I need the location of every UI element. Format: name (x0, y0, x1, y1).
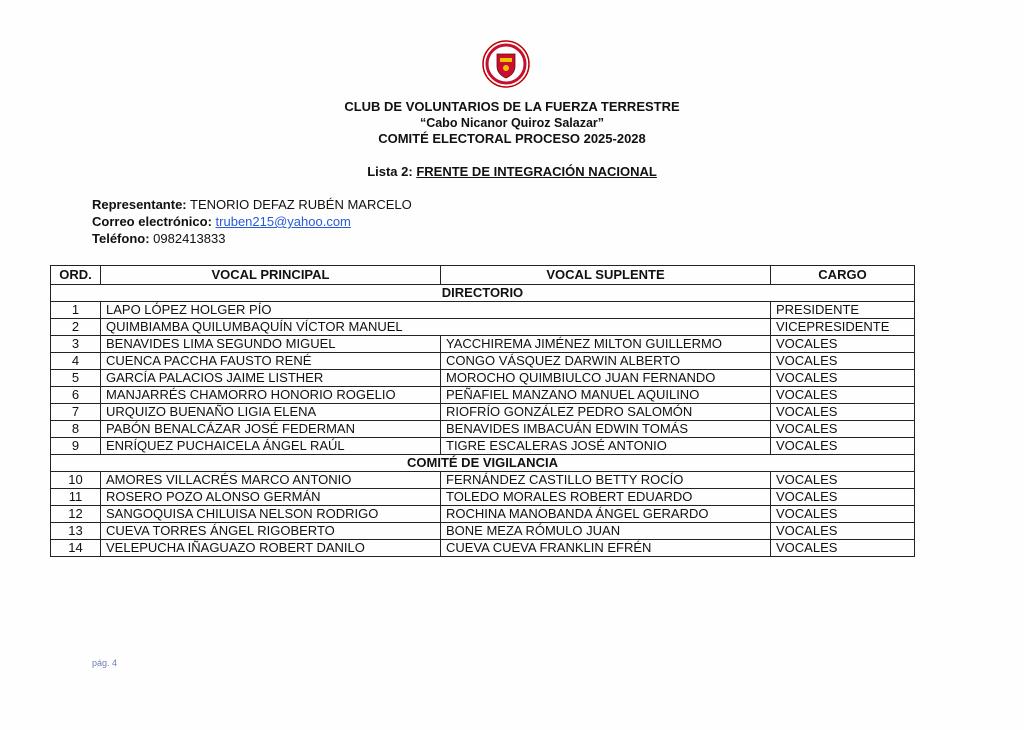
row-cargo: VOCALES (771, 421, 915, 438)
header-cargo: CARGO (771, 266, 915, 285)
section-title-directorio: DIRECTORIO (51, 285, 915, 302)
row-suplente: BONE MEZA RÓMULO JUAN (441, 523, 771, 540)
table-row (51, 336, 915, 353)
table-body (51, 285, 915, 557)
row-suplente: CONGO VÁSQUEZ DARWIN ALBERTO (441, 353, 771, 370)
representative-label: Representante: (92, 197, 187, 212)
section-row-directorio (51, 285, 915, 302)
phone-label: Teléfono: (92, 231, 150, 246)
row-ord: 6 (51, 387, 101, 404)
row-cargo: VOCALES (771, 438, 915, 455)
row-suplente: PEÑAFIEL MANZANO MANUEL AQUILINO (441, 387, 771, 404)
row-ord: 5 (51, 370, 101, 387)
row-ord: 1 (51, 302, 101, 319)
row-ord: 7 (51, 404, 101, 421)
row-ord: 14 (51, 540, 101, 557)
row-principal: PABÓN BENALCÁZAR JOSÉ FEDERMAN (101, 421, 441, 438)
header-vocal-principal: VOCAL PRINCIPAL (101, 266, 441, 285)
row-cargo: VOCALES (771, 472, 915, 489)
phone-value: 0982413833 (149, 231, 226, 246)
row-ord: 3 (51, 336, 101, 353)
representative-line (92, 197, 412, 213)
row-cargo: VOCALES (771, 404, 915, 421)
table-row (51, 353, 915, 370)
table-row (51, 438, 915, 455)
row-principal: QUIMBIAMBA QUILUMBAQUÍN VÍCTOR MANUEL (101, 319, 771, 336)
representative-value: TENORIO DEFAZ RUBÉN MARCELO (186, 197, 412, 212)
committee-title: COMITÉ ELECTORAL PROCESO 2025-2028 (378, 131, 646, 146)
row-principal: CUENCA PACCHA FAUSTO RENÉ (101, 353, 441, 370)
table-row (51, 506, 915, 523)
table-row (51, 421, 915, 438)
row-principal: LAPO LÓPEZ HOLGER PÍO (101, 302, 771, 319)
table-row (51, 302, 915, 319)
club-title: CLUB DE VOLUNTARIOS DE LA FUERZA TERRESTRE (344, 99, 680, 114)
row-principal: SANGOQUISA CHILUISA NELSON RODRIGO (101, 506, 441, 523)
row-suplente: YACCHIREMA JIMÉNEZ MILTON GUILLERMO (441, 336, 771, 353)
table-row (51, 540, 915, 557)
table-row (51, 319, 915, 336)
table-row (51, 370, 915, 387)
row-principal: CUEVA TORRES ÁNGEL RIGOBERTO (101, 523, 441, 540)
table-row (51, 523, 915, 540)
row-cargo: VOCALES (771, 489, 915, 506)
page-number: pág. 4 (92, 658, 118, 668)
header-vocal-suplente: VOCAL SUPLENTE (441, 266, 771, 285)
table-row (51, 489, 915, 506)
candidates-table (50, 265, 915, 557)
row-principal: AMORES VILLACRÉS MARCO ANTONIO (101, 472, 441, 489)
row-suplente: TOLEDO MORALES ROBERT EDUARDO (441, 489, 771, 506)
row-principal: VELEPUCHA IÑAGUAZO ROBERT DANILO (101, 540, 441, 557)
email-link[interactable]: truben215@yahoo.com (215, 214, 351, 229)
row-suplente: ROCHINA MANOBANDA ÁNGEL GERARDO (441, 506, 771, 523)
table-row (51, 404, 915, 421)
table-row (51, 472, 915, 489)
club-emblem-logo (482, 40, 530, 88)
row-cargo: VOCALES (771, 336, 915, 353)
row-ord: 9 (51, 438, 101, 455)
row-ord: 13 (51, 523, 101, 540)
row-suplente: FERNÁNDEZ CASTILLO BETTY ROCÍO (441, 472, 771, 489)
row-cargo: VOCALES (771, 387, 915, 404)
row-cargo: VOCALES (771, 540, 915, 557)
row-principal: MANJARRÉS CHAMORRO HONORIO ROGELIO (101, 387, 441, 404)
row-cargo: VOCALES (771, 523, 915, 540)
list-title (0, 164, 1024, 179)
row-suplente: CUEVA CUEVA FRANKLIN EFRÉN (441, 540, 771, 557)
row-ord: 8 (51, 421, 101, 438)
row-cargo: VOCALES (771, 370, 915, 387)
row-suplente: RIOFRÍO GONZÁLEZ PEDRO SALOMÓN (441, 404, 771, 421)
row-principal: ROSERO POZO ALONSO GERMÁN (101, 489, 441, 506)
row-principal: BENAVIDES LIMA SEGUNDO MIGUEL (101, 336, 441, 353)
row-principal: ENRÍQUEZ PUCHAICELA ÁNGEL RAÚL (101, 438, 441, 455)
row-principal: URQUIZO BUENAÑO LIGIA ELENA (101, 404, 441, 421)
table-header-row (51, 266, 915, 285)
list-name: FRENTE DE INTEGRACIÓN NACIONAL (416, 164, 657, 179)
row-ord: 4 (51, 353, 101, 370)
header-ord: ORD. (51, 266, 101, 285)
row-ord: 12 (51, 506, 101, 523)
row-cargo: VOCALES (771, 353, 915, 370)
table-row (51, 387, 915, 404)
row-suplente: BENAVIDES IMBACUÁN EDWIN TOMÁS (441, 421, 771, 438)
club-subtitle: “Cabo Nicanor Quiroz Salazar” (419, 116, 605, 130)
section-row-vigilancia (51, 455, 915, 472)
list-prefix: Lista 2: (367, 164, 417, 179)
phone-line (92, 231, 225, 247)
row-ord: 11 (51, 489, 101, 506)
row-ord: 2 (51, 319, 101, 336)
row-cargo: PRESIDENTE (771, 302, 915, 319)
row-suplente: MOROCHO QUIMBIULCO JUAN FERNANDO (441, 370, 771, 387)
row-suplente: TIGRE ESCALERAS JOSÉ ANTONIO (441, 438, 771, 455)
row-principal: GARCÍA PALACIOS JAIME LISTHER (101, 370, 441, 387)
row-cargo: VOCALES (771, 506, 915, 523)
email-label: Correo electrónico: (92, 214, 212, 229)
row-ord: 10 (51, 472, 101, 489)
section-title-vigilancia: COMITÉ DE VIGILANCIA (51, 455, 915, 472)
row-cargo: VICEPRESIDENTE (771, 319, 915, 336)
email-line (92, 214, 351, 230)
